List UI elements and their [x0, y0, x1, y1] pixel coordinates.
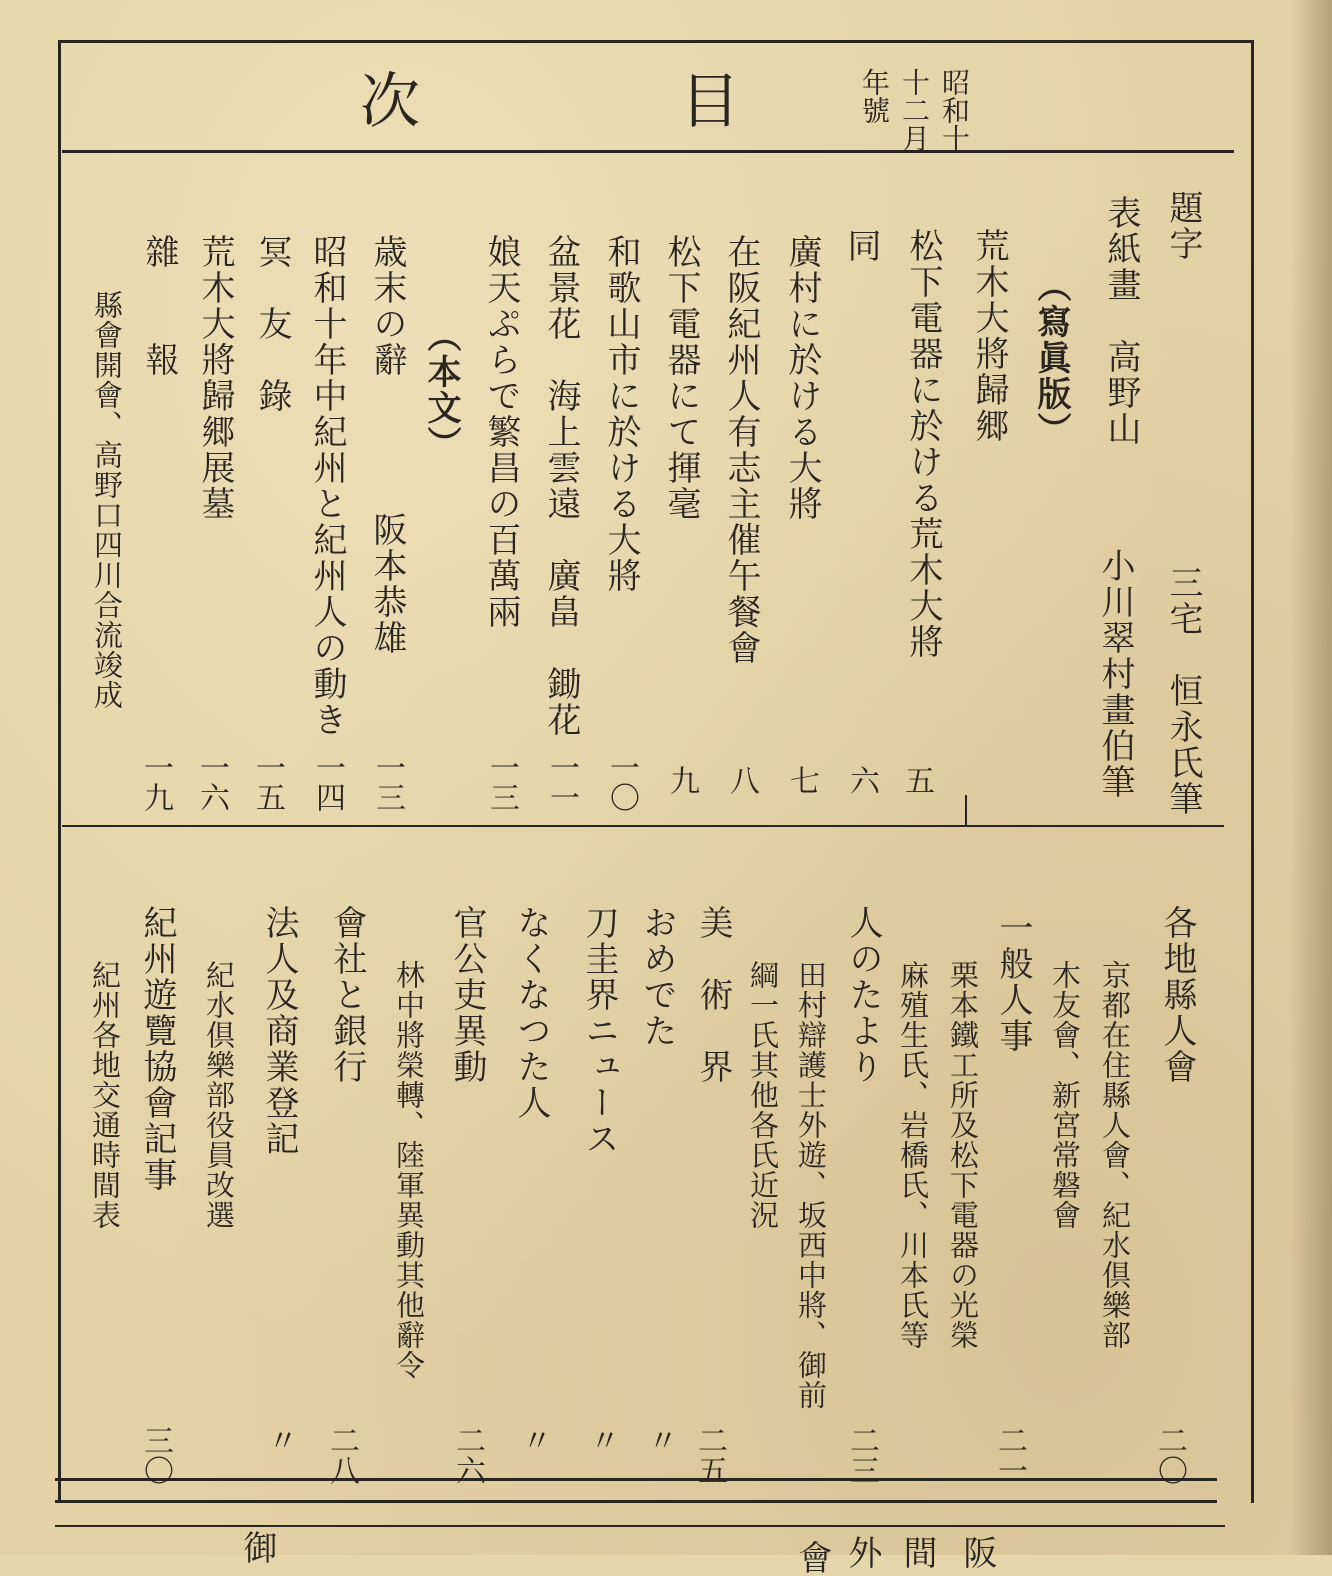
toc-entry-title: なくなつた人 [511, 905, 551, 1121]
footer-fragment-char: 阪 [957, 1535, 997, 1571]
toc-page-number: 一一 [544, 752, 579, 812]
toc-entry-title: 紀州遊覽協會記事 [137, 905, 177, 1193]
issue-line-2: 十二月 [898, 68, 931, 152]
toc-page-number: 〃 [262, 1425, 297, 1455]
toc-entry-sub: 綱一氏其他各氏近況 [746, 960, 780, 1230]
toc-entry-title: 表紙畫 高野山 [1101, 195, 1141, 447]
footer-fragment-char: 間 [897, 1535, 937, 1571]
issue-line-1: 昭和十 [938, 68, 971, 152]
toc-entry-title: 歳末の辭 [367, 234, 407, 378]
section-heading-photos: （寫眞版） [1031, 268, 1071, 448]
toc-entry-title: 廣村に於ける大將 [782, 234, 822, 522]
toc-entry-title: 松下電器に於ける荒木大將 [903, 228, 943, 660]
toc-entry-title: 荒木大將歸郷展墓 [195, 234, 235, 522]
footer-fragment-char: 會 [792, 1540, 832, 1576]
toc-entry-title: 美 術 界 [693, 905, 733, 1085]
toc-page-number: 五 [899, 765, 934, 795]
toc-entry-sub: 紀州各地交通時間表 [88, 960, 122, 1230]
toc-entry-title: 昭和十年中紀州と紀州人の動き [307, 234, 347, 738]
toc-page-number: 二一 [992, 1425, 1027, 1485]
toc-page-number: 〃 [516, 1425, 551, 1455]
toc-page-number: 一三 [370, 752, 405, 812]
toc-entry-title: 盆景花 海上雲遠 廣畠 鋤花 [541, 234, 581, 738]
toc-page-number: 二八 [324, 1425, 359, 1485]
toc-entry-title: 人のたより [843, 905, 883, 1085]
toc-entry-sub: 京都在住縣人會、紀水倶樂部 [1098, 960, 1132, 1350]
toc-page-number: 九 [664, 765, 699, 795]
section-heading-text: （本文） [421, 318, 461, 462]
toc-entry-sub: 麻殖生氏、岩橋氏、川本氏等 [896, 960, 930, 1350]
toc-entry-title: 荒木大將歸郷 [969, 228, 1009, 444]
toc-entry-sub: 木友會、新宮常磐會 [1048, 960, 1082, 1230]
toc-page-number: 一五 [250, 752, 285, 812]
bottom-rule-double [55, 1500, 1217, 1503]
toc-entry-sub: 林中將榮轉、陸軍異動其他辭令 [392, 960, 426, 1380]
toc-entry-title: 和歌山市に於ける大將 [601, 234, 641, 594]
bottom-rule [55, 1478, 1217, 1481]
toc-page-number: 一三 [484, 752, 519, 812]
footer-fragment-char: 外 [842, 1535, 882, 1571]
toc-page-number: 二三 [844, 1425, 879, 1485]
toc-page-number: 二五 [692, 1425, 727, 1485]
toc-page-number: 二六 [450, 1425, 485, 1485]
toc-entry-author: 阪本恭雄 [367, 512, 407, 656]
toc-entry-sub: 田村辯護士外遊、坂西中將、御前 [794, 960, 828, 1410]
toc-entry-title: 娘天ぷらで繁昌の百萬兩 [481, 234, 521, 630]
toc-entry-title: 官公吏異動 [447, 905, 487, 1085]
toc-page-number: 一〇 [604, 752, 639, 812]
toc-entry-title: 冥 友 錄 [252, 234, 292, 414]
section-divider [62, 825, 1224, 827]
toc-entry-title: おめでた [637, 905, 677, 1049]
toc-entry-title: 松下電器にて揮毫 [661, 234, 701, 522]
toc-entry-title: 刀圭界ニュース [579, 905, 619, 1157]
toc-page-number: 七 [784, 765, 819, 795]
toc-entry-sub: 縣會開會、高野口四川合流竣成 [90, 290, 124, 710]
toc-entry-title: 雜 報 [139, 234, 179, 378]
contents-frame [58, 40, 1254, 1503]
header-rule [62, 150, 1234, 153]
issue-line-3: 年號 [858, 68, 891, 124]
toc-page-number: 〃 [642, 1425, 677, 1455]
toc-page-number: 二〇 [1152, 1425, 1187, 1485]
binding-shadow [1290, 0, 1332, 1555]
toc-page-number: 一四 [310, 752, 345, 812]
footer-fragment-char: 御 [237, 1530, 277, 1566]
toc-entry-title: 各地縣人會 [1157, 905, 1197, 1085]
toc-entry-title: 一般人事 [993, 910, 1033, 1054]
toc-entry-title: 同 [841, 228, 881, 264]
toc-entry-author: 三宅 恒永氏筆 [1163, 565, 1203, 817]
toc-page-number: 〃 [584, 1425, 619, 1455]
toc-entry-sub: 紀水倶樂部役員改選 [202, 960, 236, 1230]
toc-page-number: 一六 [194, 752, 229, 812]
toc-page-number: 一九 [138, 752, 173, 812]
title-char-mokuji-1: 目 [680, 67, 740, 137]
lower-page-rule [55, 1525, 1225, 1527]
toc-entry-title: 在阪紀州人有志主催午餐會 [721, 234, 761, 666]
toc-page-number: 八 [724, 765, 759, 795]
toc-entry-title: 會社と銀行 [327, 905, 367, 1085]
divider-tick [965, 795, 967, 827]
toc-entry-sub: 栗本鐵工所及松下電器の光榮 [946, 960, 980, 1350]
toc-entry-title: 題字 [1163, 190, 1203, 262]
toc-entry-title: 法人及商業登記 [259, 905, 299, 1157]
toc-entry-author: 小川翠村畫伯筆 [1095, 548, 1135, 800]
toc-page-number: 三〇 [138, 1425, 173, 1485]
title-char-mokuji-2: 次 [360, 67, 420, 137]
toc-page-number: 六 [844, 765, 879, 795]
